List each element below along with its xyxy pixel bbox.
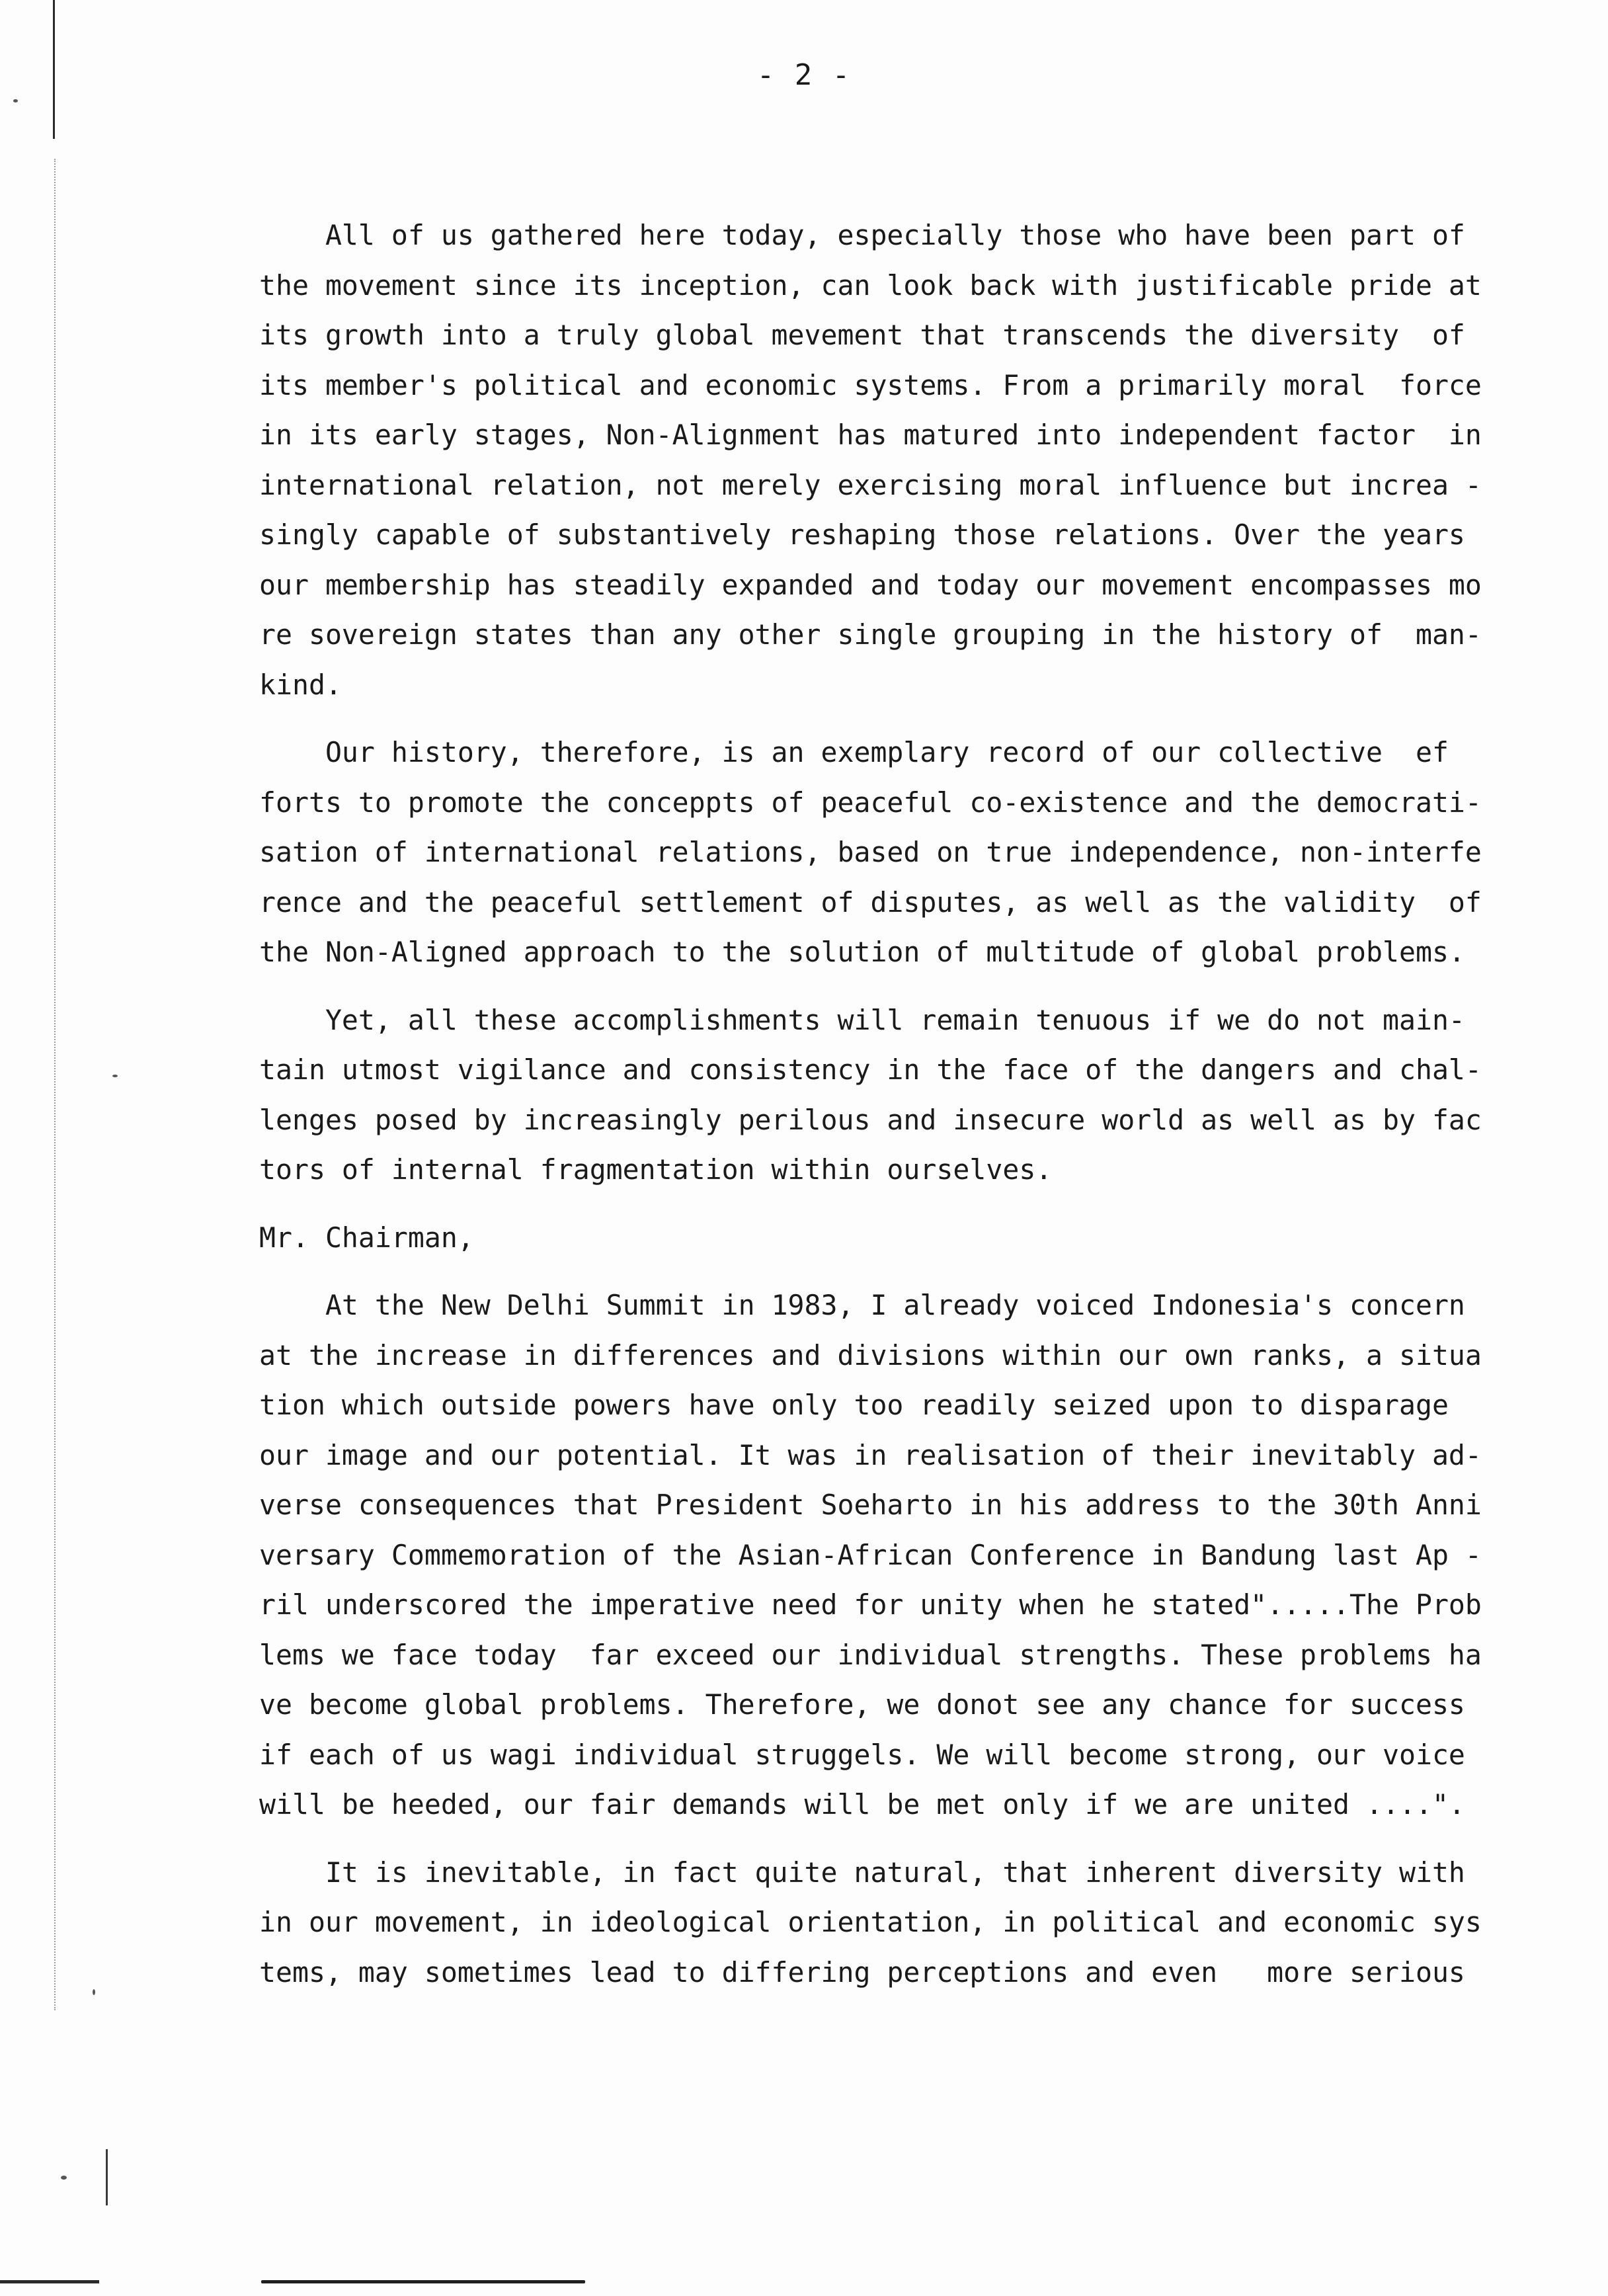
text-line: sation of international relations, based on true independence, non-interfe bbox=[259, 836, 1482, 868]
paragraph bbox=[259, 1280, 1502, 1830]
letter-body bbox=[259, 210, 1502, 1997]
text-line: the movement since its inception, can look back with justificable pride at bbox=[259, 268, 1482, 302]
text-line: Mr. Chairman, bbox=[259, 1221, 474, 1254]
text-line: re sovereign states than any other single grouping in the history of man- bbox=[259, 618, 1482, 651]
text-line: its growth into a truly global mevement that transcends the diversity of bbox=[259, 319, 1465, 351]
scan-binding-dots bbox=[54, 159, 57, 2010]
text-line: ril underscored the imperative need for unity when he stated".....The Prob bbox=[259, 1588, 1482, 1621]
text-line: tems, may sometimes lead to differing perceptions and even more serious bbox=[259, 1955, 1465, 1988]
text-line: Our history, therefore, is an exemplary record of our collective ef bbox=[259, 736, 1449, 768]
text-line: tors of internal fragmentation within ourselves. bbox=[259, 1153, 1053, 1186]
text-line: lenges posed by increasingly perilous and insecure world as well as by fac bbox=[259, 1103, 1482, 1136]
text-line: rence and the peaceful settlement of disputes, as well as the validity of bbox=[259, 885, 1482, 919]
text-line: Yet, all these accomplishments will remain tenuous if we do not main- bbox=[259, 1003, 1465, 1036]
text-line: if each of us wagi individual struggels. We will become strong, our voice bbox=[259, 1738, 1465, 1771]
text-line: tain utmost vigilance and consistency in the face of the dangers and chal- bbox=[259, 1053, 1482, 1086]
text-line: its member's political and economic systems. From a primarily moral force bbox=[259, 368, 1482, 401]
scan-bottom-edge-right bbox=[261, 2280, 585, 2283]
scan-speck bbox=[93, 1989, 95, 1995]
text-line: international relation, not merely exercising moral influence but increa - bbox=[259, 468, 1482, 501]
text-line: It is inevitable, in fact quite natural, that inherent diversity with bbox=[259, 1856, 1465, 1889]
text-line: at the increase in differences and divisions within our own ranks, a situa bbox=[259, 1338, 1482, 1372]
text-line: kind. bbox=[259, 668, 342, 701]
text-line: our image and our potential. It was in realisation of their inevitably ad- bbox=[259, 1438, 1482, 1471]
text-line: will be heeded, our fair demands will be met only if we are united ....". bbox=[259, 1788, 1465, 1821]
paragraph-gap bbox=[259, 977, 1502, 995]
paragraph bbox=[259, 1848, 1502, 1998]
paragraph-gap bbox=[259, 1830, 1502, 1848]
scan-speck bbox=[13, 99, 18, 102]
text-line: At the New Delhi Summit in 1983, I already voiced Indonesia's concern bbox=[259, 1289, 1465, 1321]
paragraph bbox=[259, 210, 1502, 710]
paragraph-gap bbox=[259, 1262, 1502, 1280]
scan-edge-mark bbox=[106, 2149, 108, 2205]
text-line: verse consequences that President Soeharto in his address to the 30th Anni bbox=[259, 1489, 1482, 1521]
text-line: in its early stages, Non-Alignment has matured into independent factor in bbox=[259, 419, 1482, 451]
paragraph-gap bbox=[259, 710, 1502, 727]
paragraph bbox=[259, 995, 1502, 1195]
scan-speck bbox=[61, 2176, 67, 2180]
scan-speck bbox=[112, 1075, 118, 1077]
text-line: ve become global problems. Therefore, we donot see any chance for success bbox=[259, 1688, 1465, 1721]
text-line: All of us gathered here today, especially those who have been part of bbox=[259, 219, 1465, 251]
text-line: in our movement, in ideological orientation, in political and economic sys bbox=[259, 1906, 1482, 1938]
text-line: tion which outside powers have only too readily seized upon to disparage bbox=[259, 1389, 1449, 1421]
page-number: - 2 - bbox=[756, 58, 852, 92]
scan-bottom-edge-left bbox=[0, 2280, 99, 2283]
text-line: lems we face today far exceed our individual strengths. These problems ha bbox=[259, 1638, 1482, 1671]
text-line: singly capable of substantively reshaping those relations. Over the years bbox=[259, 518, 1465, 551]
text-line: our membership has steadily expanded and today our movement encompasses mo bbox=[259, 568, 1482, 601]
paragraph bbox=[259, 727, 1502, 977]
paragraph bbox=[259, 1213, 1502, 1263]
text-line: forts to promote the conceppts of peaceful co-existence and the democrati- bbox=[259, 786, 1482, 819]
text-line: the Non-Aligned approach to the solution of multitude of global problems. bbox=[259, 936, 1465, 968]
paragraph-gap bbox=[259, 1195, 1502, 1213]
text-line: versary Commemoration of the Asian-African Conference in Bandung last Ap - bbox=[259, 1538, 1482, 1571]
